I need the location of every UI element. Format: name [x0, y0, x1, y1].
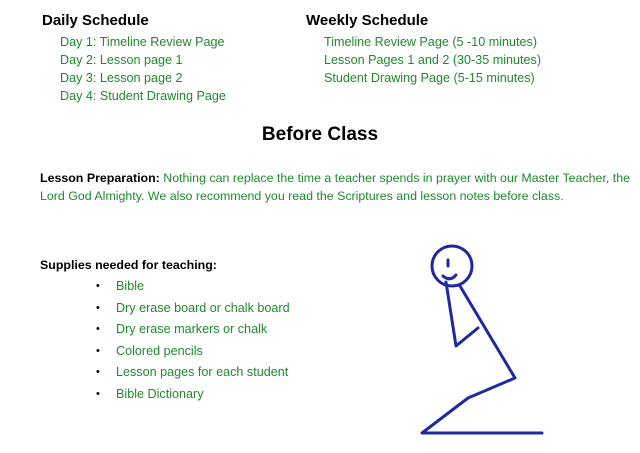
lesson-preparation-label: Lesson Preparation:	[40, 171, 160, 185]
list-item: Day 4: Student Drawing Page	[60, 89, 226, 103]
bullet-icon: •	[96, 301, 100, 314]
supplies-list	[96, 276, 290, 406]
supplies-heading: Supplies needed for teaching:	[40, 258, 217, 272]
list-item: • Colored pencils	[96, 341, 290, 363]
daily-schedule-list	[60, 33, 226, 105]
section-title: Before Class	[261, 124, 379, 145]
list-item: Day 1: Timeline Review Page	[60, 35, 225, 49]
daily-schedule-heading: Daily Schedule	[42, 12, 149, 29]
list-item: Lesson Pages 1 and 2 (30-35 minutes)	[324, 53, 542, 67]
bullet-icon: •	[96, 280, 100, 292]
list-item: Day 2: Lesson page 1	[60, 53, 183, 67]
bullet-icon: •	[96, 387, 100, 400]
list-item: Timeline Review Page (5 -10 minutes)	[324, 35, 538, 49]
bullet-icon: •	[96, 366, 100, 379]
bullet-icon: •	[96, 323, 100, 336]
list-item: • Lesson pages for each student	[96, 362, 290, 384]
list-item: Student Drawing Page (5-15 minutes)	[324, 71, 535, 85]
list-item: • Bible Dictionary	[96, 384, 290, 406]
praying-stick-figure-icon	[410, 230, 560, 440]
lesson-preparation	[40, 169, 630, 205]
list-item: Day 3: Lesson page 2	[60, 71, 183, 85]
weekly-schedule-list	[324, 33, 541, 87]
bullet-icon: •	[96, 344, 100, 357]
list-item: • Dry erase markers or chalk	[96, 319, 290, 341]
list-item: • Bible	[96, 276, 290, 298]
list-item: • Dry erase board or chalk board	[96, 298, 290, 320]
weekly-schedule-heading: Weekly Schedule	[306, 12, 429, 29]
lesson-preparation-text: Nothing can replace the time a teacher spends in prayer with our Master Teacher, the Lord God Almighty. We also recommend you read the Scriptures and lesson notes before class.	[40, 171, 630, 203]
